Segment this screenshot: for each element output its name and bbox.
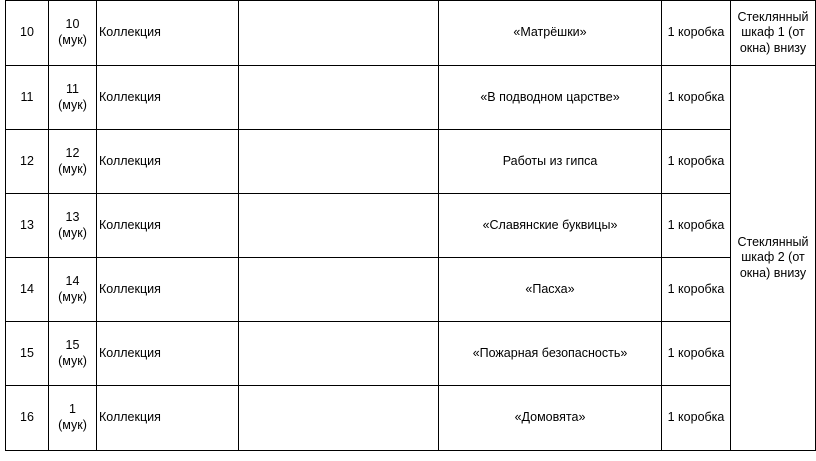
empty-cell bbox=[239, 322, 439, 386]
inventory-table bbox=[5, 0, 816, 451]
item-quantity: 1 коробка bbox=[662, 194, 731, 258]
table-row bbox=[6, 386, 816, 451]
row-number: 14 bbox=[6, 258, 49, 322]
item-type: Коллекция bbox=[97, 66, 239, 130]
item-quantity: 1 коробка bbox=[662, 258, 731, 322]
empty-cell bbox=[239, 66, 439, 130]
row-number: 15 bbox=[6, 322, 49, 386]
inventory-number: 1 (мук) bbox=[49, 386, 97, 451]
storage-location: Стеклянный шкаф 1 (от окна) внизу bbox=[731, 1, 816, 66]
empty-cell bbox=[239, 386, 439, 451]
item-quantity: 1 коробка bbox=[662, 1, 731, 66]
empty-cell bbox=[239, 130, 439, 194]
item-title: «Домовята» bbox=[439, 386, 662, 451]
inventory-number: 14 (мук) bbox=[49, 258, 97, 322]
item-title: «Пасха» bbox=[439, 258, 662, 322]
inventory-number: 15 (мук) bbox=[49, 322, 97, 386]
table-row bbox=[6, 130, 816, 194]
item-type: Коллекция bbox=[97, 194, 239, 258]
row-number: 11 bbox=[6, 66, 49, 130]
item-quantity: 1 коробка bbox=[662, 130, 731, 194]
item-type: Коллекция bbox=[97, 130, 239, 194]
table-row bbox=[6, 1, 816, 66]
table-row bbox=[6, 322, 816, 386]
item-type: Коллекция bbox=[97, 258, 239, 322]
inventory-number: 12 (мук) bbox=[49, 130, 97, 194]
item-title: «В подводном царстве» bbox=[439, 66, 662, 130]
row-number: 12 bbox=[6, 130, 49, 194]
item-type: Коллекция bbox=[97, 386, 239, 451]
inventory-number: 11 (мук) bbox=[49, 66, 97, 130]
item-type: Коллекция bbox=[97, 322, 239, 386]
empty-cell bbox=[239, 258, 439, 322]
item-title: Работы из гипса bbox=[439, 130, 662, 194]
table-row bbox=[6, 194, 816, 258]
item-quantity: 1 коробка bbox=[662, 322, 731, 386]
empty-cell bbox=[239, 194, 439, 258]
storage-location: Стеклянный шкаф 2 (от окна) внизу bbox=[731, 66, 816, 451]
item-quantity: 1 коробка bbox=[662, 66, 731, 130]
inventory-number: 10 (мук) bbox=[49, 1, 97, 66]
row-number: 16 bbox=[6, 386, 49, 451]
item-type: Коллекция bbox=[97, 1, 239, 66]
empty-cell bbox=[239, 1, 439, 66]
table-row bbox=[6, 258, 816, 322]
item-title: «Матрёшки» bbox=[439, 1, 662, 66]
row-number: 10 bbox=[6, 1, 49, 66]
item-quantity: 1 коробка bbox=[662, 386, 731, 451]
item-title: «Пожарная безопасность» bbox=[439, 322, 662, 386]
inventory-number: 13 (мук) bbox=[49, 194, 97, 258]
table-row bbox=[6, 66, 816, 130]
row-number: 13 bbox=[6, 194, 49, 258]
item-title: «Славянские буквицы» bbox=[439, 194, 662, 258]
